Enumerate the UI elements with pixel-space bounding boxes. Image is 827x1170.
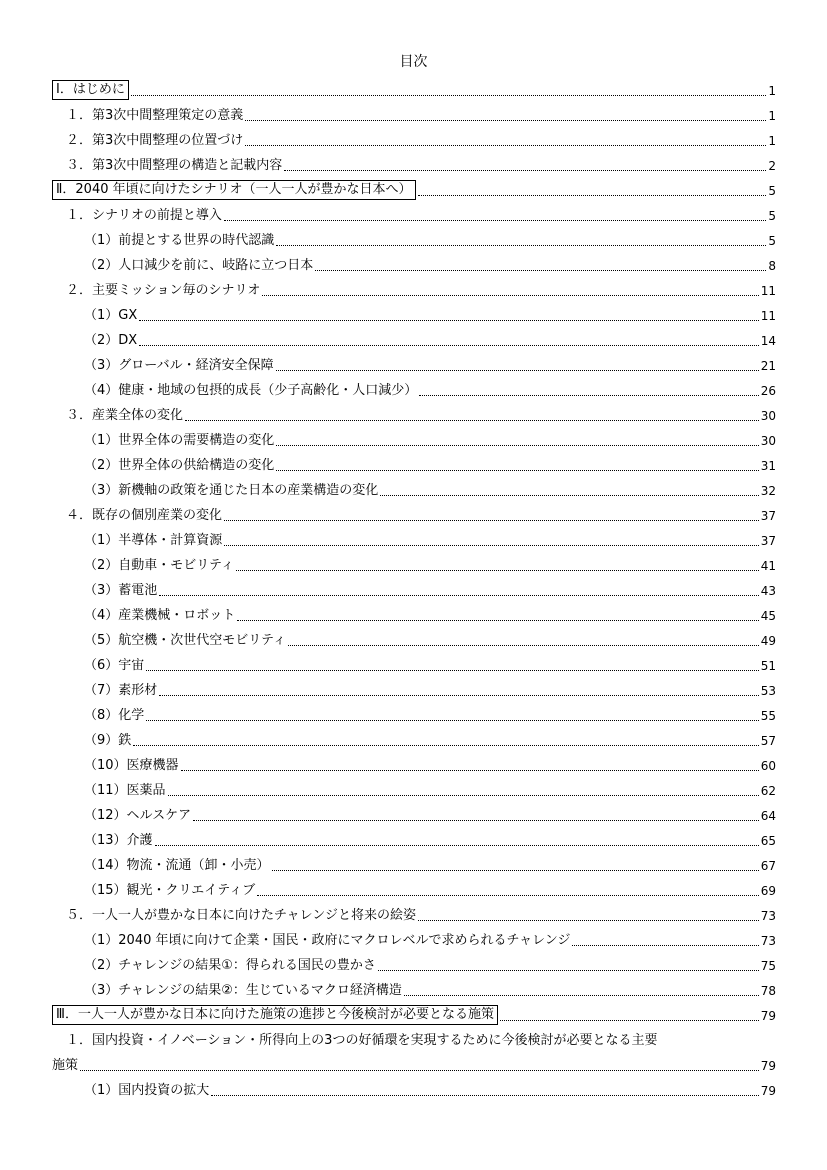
dot-leader <box>80 1070 759 1071</box>
toc-entry[interactable] <box>84 228 776 250</box>
toc-page-number: 57 <box>760 734 776 748</box>
dot-leader <box>284 170 766 171</box>
toc-label: （3）蓄電池 <box>84 583 158 598</box>
toc-label: ３．第3次中間整理の構造と記載内容 <box>66 158 283 173</box>
dot-leader <box>146 670 758 671</box>
dot-leader <box>276 370 759 371</box>
toc-entry[interactable] <box>66 503 776 525</box>
toc-entry[interactable] <box>84 803 776 825</box>
toc-page-number: 5 <box>768 209 776 223</box>
toc-page-number: 11 <box>760 284 776 298</box>
toc-label: （1）国内投資の拡大 <box>84 1083 210 1098</box>
dot-leader <box>168 795 759 796</box>
dot-leader <box>133 745 758 746</box>
dot-leader <box>572 945 758 946</box>
toc-label: （15）観光・クリエイティブ <box>84 883 256 898</box>
toc-label: ２．主要ミッション毎のシナリオ <box>66 283 261 298</box>
toc-entry[interactable] <box>84 553 776 575</box>
toc-label: （2）人口減少を前に、岐路に立つ日本 <box>84 258 314 273</box>
toc-page-number: 1 <box>768 134 776 148</box>
toc-page-number: 65 <box>760 834 776 848</box>
toc-entry-chapter-3[interactable] <box>52 1003 776 1025</box>
dot-leader <box>236 570 759 571</box>
toc-page-number: 14 <box>760 334 776 348</box>
toc-label: （2）世界全体の供給構造の変化 <box>84 458 275 473</box>
toc-entry[interactable] <box>84 728 776 750</box>
toc-label: （9）鉄 <box>84 733 132 748</box>
toc-entry-chapter-2[interactable] <box>52 178 776 200</box>
toc-page-number: 79 <box>760 1084 776 1098</box>
toc-page-number: 73 <box>760 934 776 948</box>
toc-page-number: 79 <box>760 1059 776 1073</box>
dot-leader <box>418 920 759 921</box>
toc-label: 施策 <box>52 1058 79 1073</box>
toc-label: （1）前提とする世界の時代認識 <box>84 233 275 248</box>
toc-page-number: 32 <box>760 484 776 498</box>
toc-entry[interactable] <box>84 378 776 400</box>
toc-entry[interactable] <box>84 578 776 600</box>
dot-leader <box>378 970 759 971</box>
toc-label: ２．第3次中間整理の位置づけ <box>66 133 244 148</box>
toc-page-number: 2 <box>768 159 776 173</box>
toc-entry[interactable] <box>84 328 776 350</box>
toc-label: ５．一人一人が豊かな日本に向けたチャレンジと将来の絵姿 <box>66 908 416 923</box>
toc-entry[interactable] <box>66 103 776 125</box>
toc-entry[interactable] <box>84 703 776 725</box>
toc-page-number: 1 <box>768 84 776 98</box>
toc-page-number: 45 <box>760 609 776 623</box>
toc-entry[interactable] <box>66 153 776 175</box>
dot-leader <box>315 270 766 271</box>
toc-page-number: 1 <box>768 109 776 123</box>
dot-leader <box>237 620 758 621</box>
toc-entry[interactable] <box>84 1078 776 1100</box>
toc-entry[interactable] <box>84 253 776 275</box>
toc-label: （3）新機軸の政策を通じた日本の産業構造の変化 <box>84 483 379 498</box>
dot-leader <box>276 245 766 246</box>
toc-entry[interactable] <box>66 903 776 925</box>
toc-label: （3）グローバル・経済安全保障 <box>84 358 274 373</box>
dot-leader <box>272 870 759 871</box>
dot-leader <box>181 770 759 771</box>
toc-label: （7）素形材 <box>84 683 158 698</box>
dot-leader <box>131 95 767 96</box>
dot-leader <box>139 320 758 321</box>
toc-entry[interactable] <box>84 453 776 475</box>
toc-page-number: 5 <box>768 234 776 248</box>
toc-page-number: 53 <box>760 684 776 698</box>
toc-page-number: 55 <box>760 709 776 723</box>
toc-label: ３．産業全体の変化 <box>66 408 184 423</box>
toc-label: （1）GX <box>84 308 138 323</box>
toc-entry[interactable] <box>84 878 776 900</box>
toc-page-number: 26 <box>760 384 776 398</box>
toc-label: （1）世界全体の需要構造の変化 <box>84 433 275 448</box>
toc-page-number: 64 <box>760 809 776 823</box>
dot-leader <box>139 345 759 346</box>
toc-page-number: 62 <box>760 784 776 798</box>
toc-entry[interactable] <box>84 603 776 625</box>
toc-entry[interactable] <box>84 828 776 850</box>
page-title: 目次 <box>399 54 428 70</box>
toc-label: （6）宇宙 <box>84 658 145 673</box>
toc-page-number: 78 <box>760 984 776 998</box>
toc-label: （4）健康・地域の包摂的成長（少子高齢化・人口減少） <box>84 383 418 398</box>
toc-entry[interactable] <box>84 978 776 1000</box>
toc-page-number: 11 <box>760 309 776 323</box>
toc-entry[interactable] <box>84 428 776 450</box>
dot-leader <box>262 295 758 296</box>
toc-page-number: 51 <box>760 659 776 673</box>
toc-label: （10）医療機器 <box>84 758 179 773</box>
dot-leader <box>500 1020 759 1021</box>
toc-label: （3）チャレンジの結果②：生じているマクロ経済構造 <box>84 983 402 998</box>
toc-label: ４．既存の個別産業の変化 <box>66 508 223 523</box>
toc-entry[interactable] <box>84 853 776 875</box>
toc-label: （11）医薬品 <box>84 783 166 798</box>
toc-entry[interactable] <box>66 203 776 225</box>
toc-entry[interactable] <box>84 353 776 375</box>
toc-label: （14）物流・流通（卸・小売） <box>84 858 270 873</box>
toc-label: （8）化学 <box>84 708 145 723</box>
dot-leader <box>257 895 758 896</box>
toc-page-number: 37 <box>760 534 776 548</box>
toc-entry[interactable] <box>84 628 776 650</box>
toc-entry[interactable] <box>66 278 776 300</box>
dot-leader <box>419 395 758 396</box>
toc-label: （12）ヘルスケア <box>84 808 192 823</box>
toc-entry[interactable] <box>84 478 776 500</box>
dot-leader <box>288 645 759 646</box>
dot-leader <box>224 220 766 221</box>
dot-leader <box>418 195 767 196</box>
dot-leader <box>159 695 758 696</box>
toc-label: （5）航空機・次世代空モビリティ <box>84 633 286 648</box>
toc-entry[interactable] <box>84 653 776 675</box>
toc-label: （4）産業機械・ロボット <box>84 608 236 623</box>
toc-entry[interactable] <box>84 778 776 800</box>
toc-entry[interactable] <box>84 528 776 550</box>
dot-leader <box>185 420 759 421</box>
toc-label: （2）DX <box>84 333 138 348</box>
toc-entry[interactable] <box>84 928 776 950</box>
toc-page-number: 30 <box>760 409 776 423</box>
toc-page-number: 8 <box>768 259 776 273</box>
toc-page-number: 49 <box>760 634 776 648</box>
dot-leader <box>224 545 758 546</box>
toc-page-number: 69 <box>760 884 776 898</box>
dot-leader <box>276 470 758 471</box>
toc-page-number: 5 <box>768 184 776 198</box>
toc-page-number: 21 <box>760 359 776 373</box>
toc-label: Ⅱ．2040 年頃に向けたシナリオ（一人一人が豊かな日本へ） <box>52 180 416 200</box>
dot-leader <box>224 520 759 521</box>
dot-leader <box>146 720 758 721</box>
toc-entry-wrapped-first-line[interactable]: １．国内投資・イノベーション・所得向上の3つの好循環を実現するために今後検討が必要となる主要 <box>66 1033 658 1048</box>
dot-leader <box>159 595 758 596</box>
toc-label: Ⅰ．はじめに <box>52 80 129 100</box>
toc-label: （2）自動車・モビリティ <box>84 558 234 573</box>
toc-label: （13）介護 <box>84 833 153 848</box>
dot-leader <box>276 445 758 446</box>
toc-entry[interactable] <box>66 128 776 150</box>
dot-leader <box>380 495 758 496</box>
dot-leader <box>404 995 759 996</box>
toc-entry[interactable] <box>84 753 776 775</box>
toc-page-number: 37 <box>760 509 776 523</box>
toc-entry[interactable] <box>84 678 776 700</box>
toc-label: Ⅲ．一人一人が豊かな日本に向けた施策の進捗と今後検討が必要となる施策 <box>52 1005 498 1025</box>
dot-leader <box>211 1095 758 1096</box>
dot-leader <box>245 145 766 146</box>
toc-page-number: 67 <box>760 859 776 873</box>
toc-entry-chapter-1[interactable] <box>52 78 776 100</box>
dot-leader <box>155 845 759 846</box>
toc-entry[interactable] <box>84 303 776 325</box>
toc-label: （1）半導体・計算資源 <box>84 533 223 548</box>
toc-page-number: 79 <box>760 1009 776 1023</box>
toc-label: １．シナリオの前提と導入 <box>66 208 222 223</box>
toc-page-number: 43 <box>760 584 776 598</box>
toc-page-number: 60 <box>760 759 776 773</box>
toc-page-number: 41 <box>760 559 776 573</box>
toc-entry[interactable] <box>84 953 776 975</box>
dot-leader <box>193 820 759 821</box>
toc-entry-wrapped-continuation[interactable] <box>52 1053 776 1075</box>
toc-page-number: 31 <box>760 459 776 473</box>
toc-entry[interactable] <box>66 403 776 425</box>
toc-label: （1）2040 年頃に向けて企業・国民・政府にマクロレベルで求められるチャレンジ <box>84 933 571 948</box>
toc-page-number: 75 <box>760 959 776 973</box>
toc-page-number: 30 <box>760 434 776 448</box>
dot-leader <box>245 120 766 121</box>
toc-label: １．第3次中間整理策定の意義 <box>66 108 244 123</box>
toc-page-number: 73 <box>760 909 776 923</box>
toc-label: （2）チャレンジの結果①：得られる国民の豊かさ <box>84 958 376 973</box>
